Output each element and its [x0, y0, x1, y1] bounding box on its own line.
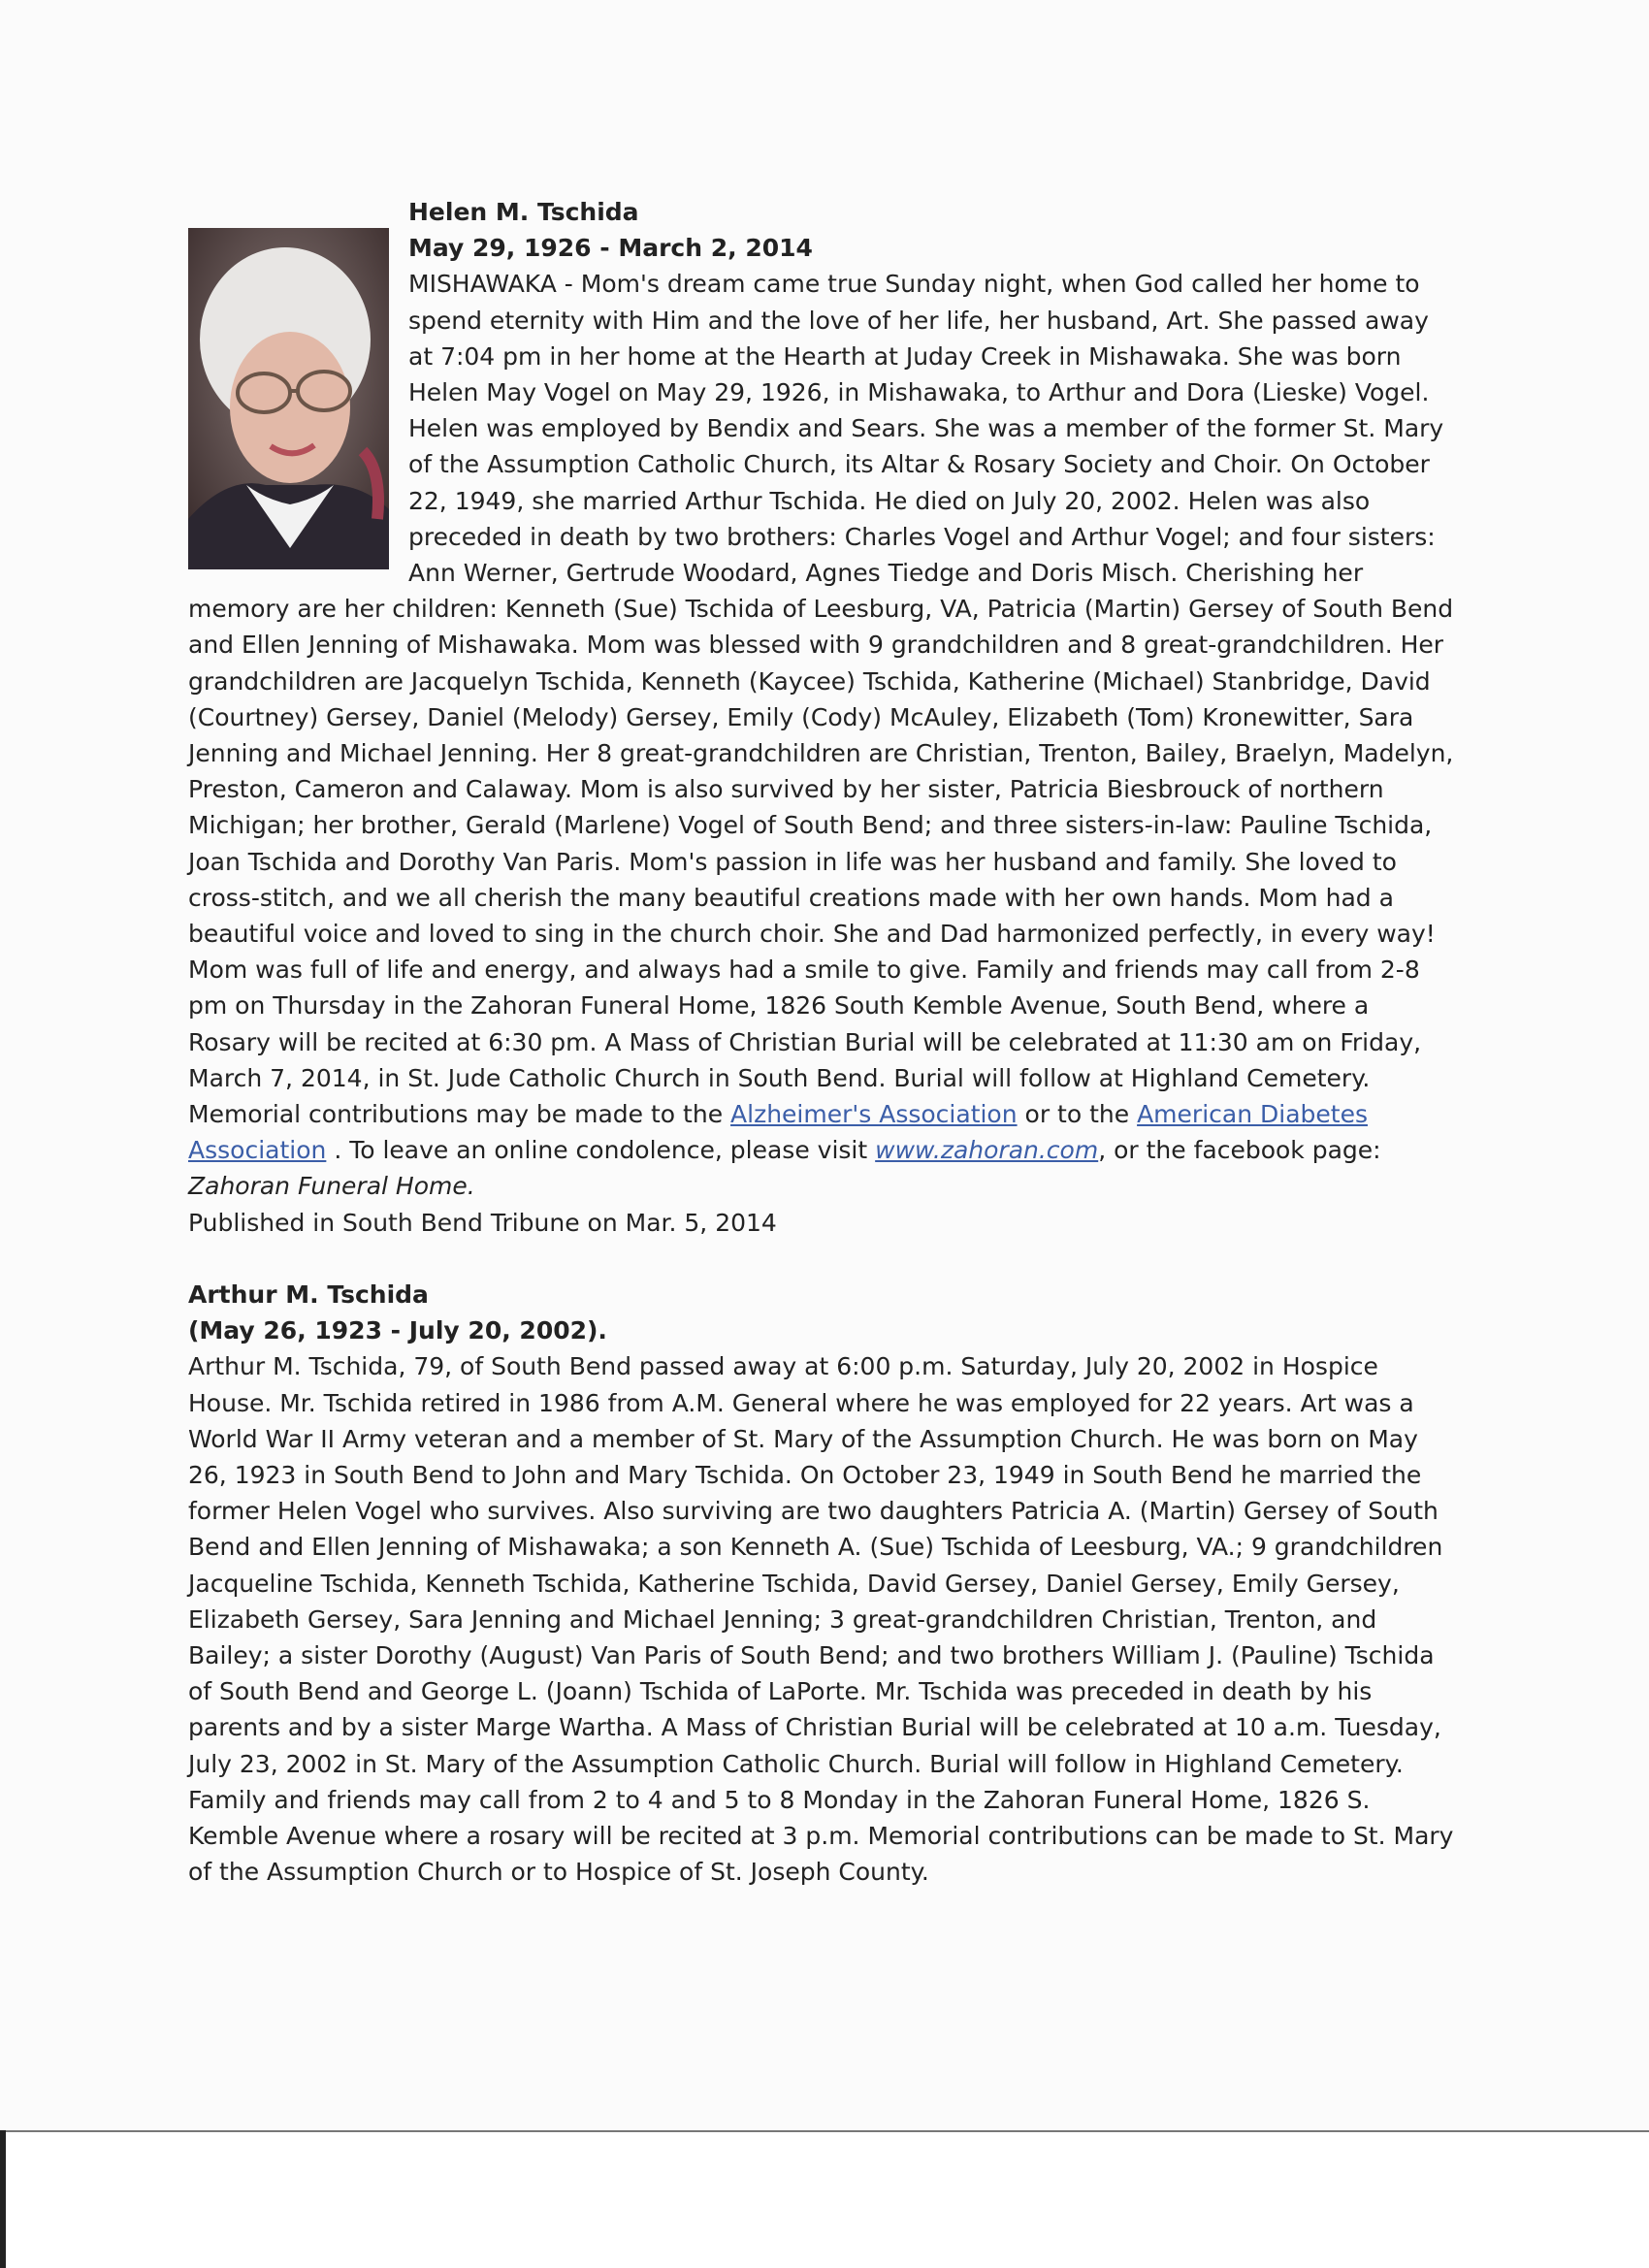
portrait-photo — [188, 228, 389, 569]
scan-edge — [0, 2130, 6, 2268]
helen-body: MISHAWAKA - Mom's dream came true Sunday night, when God called her home to spend eternity with Him and the love of her life, her husband, Art. She passed away at 7:04 pm in her home at the Hearth at Juday Creek in Mishawaka. She was born Helen May Vogel on May 29, 1926, in Mishawaka, to Arthur and Dora (Lieske) Vogel. Helen was employed by Bendix and Sears. She was a member of the former St. Mary of the Assumption Catholic Church, its Altar & Rosary Society and Choir. On October 22, 1949, she married Arthur Tschida. He died on July 20, 2002. Helen was also preceded in death by two brothers: Charles Vogel and Arthur Vogel; and four sisters: Ann Werner, Gertrude Woodard, Agnes Tiedge and Doris Misch. Cherishing her memory are her children: Kenneth (Sue) Tschida of Leesburg, VA, Patricia (Martin) Gersey of South Bend and Ellen Jenning of Mishawaka. Mom was blessed with 9 grandchildren and 8 great-grandchildren. Her grandchildren are Jacquelyn Tschida, Kenneth (Kaycee) Tschida, Katherine (Michael) Stanbridge, David (Courtney) Gersey, Daniel (Melody) Gersey, Emily (Cody) McAuley, Elizabeth (Tom) Kronewitter, Sara Jenning and Michael Jenning. Her 8 great-grandchildren are Christian, Trenton, Bailey, Braelyn, Madelyn, Preston, Cameron and Calaway. Mom is also survived by her sister, Patricia Biesbrouck of northern Michigan; her brother, Gerald (Marlene) Vogel of South Bend; and three sisters-in-law: Pauline Tschida, Joan Tschida and Dorothy Van Paris. Mom's passion in life was her husband and family. She loved to cross-stitch, and we all cherish the many beautiful creations made with her own hands. Mom had a beautiful voice and loved to sing in the church choir. She and Dad harmonized perfectly, in every way! Mom was full of life and energy, and always had a smile to give. Family and friends may call from 2-8 pm on Thursday in the Zahoran Funeral Home, 1826 South Kemble Avenue, South Bend, where a Rosary will be recited at 6:30 pm. A Mass of Christian Burial will be celebrated at 11:30 am on Friday, March 7, 2014, in St. Jude Catholic Church in South Bend. Burial will follow at Highland Cemetery. Memorial contributions may be made to the — [188, 270, 1454, 1129]
facebook-text: , or the facebook page: — [1098, 1136, 1381, 1165]
obituary-content — [188, 194, 1459, 1890]
helen-dates: May 29, 1926 - March 2, 2014 — [408, 234, 813, 263]
arthur-obituary-text: Arthur M. Tschida, 79, of South Bend passed away at 6:00 p.m. Saturday, July 20, 2002 in Hospice House. Mr. Tschida retired in 1986 from A.M. General where he was employed for 22 years. Art was a World War II Army veteran and a member of St. Mary of the Assumption Church. He was born on May 26, 1923 in South Bend to John and Mary Tschida. On October 23, 1949 in South Bend he married the former Helen Vogel who survives. Also surviving are two daughters Patricia A. (Martin) Gersey of South Bend and Ellen Jenning of Mishawaka; a son Kenneth A. (Sue) Tschida of Leesburg, VA.; 9 grandchildren Jacqueline Tschida, Kenneth Tschida, Katherine Tschida, David Gersey, Daniel Gersey, Emily Gersey, Elizabeth Gersey, Sara Jenning and Michael Jenning; 3 great-grandchildren Christian, Trenton, and Bailey; a sister Dorothy (August) Van Paris of South Bend; and two brothers William J. (Pauline) Tschida of South Bend and George L. (Joann) Tschida of LaPorte. Mr. Tschida was preceded in death by his parents and by a sister Marge Wartha. A Mass of Christian Burial will be celebrated at 10 a.m. Tuesday, July 23, 2002 in St. Mary of the Assumption Catholic Church. Burial will follow in Highland Cemetery. Family and friends may call from 2 to 4 and 5 to 8 Monday in the Zahoran Funeral Home, 1826 S. Kemble Avenue where a rosary will be recited at 3 p.m. Memorial contributions can be made to St. Mary of the Assumption Church or to Hospice of St. Joseph County. — [188, 1352, 1454, 1887]
arthur-name: Arthur M. Tschida — [188, 1280, 429, 1309]
condolence-text: . To leave an online condolence, please visit — [334, 1136, 868, 1165]
helen-name: Helen M. Tschida — [408, 198, 639, 226]
or-to-the-text: or to the — [1024, 1100, 1130, 1129]
section-gap — [188, 1241, 1459, 1277]
published-note: Published in South Bend Tribune on Mar. 5, 2014 — [188, 1208, 777, 1237]
alzheimers-link[interactable]: Alzheimer's Association — [730, 1100, 1018, 1129]
facebook-page-name: Zahoran Funeral Home. — [188, 1172, 475, 1201]
diabetes-link[interactable]: American Diabetes Association — [188, 1100, 1368, 1165]
arthur-dates: (May 26, 1923 - July 20, 2002). — [188, 1316, 607, 1345]
website-link[interactable]: www.zahoran.com — [875, 1136, 1099, 1165]
